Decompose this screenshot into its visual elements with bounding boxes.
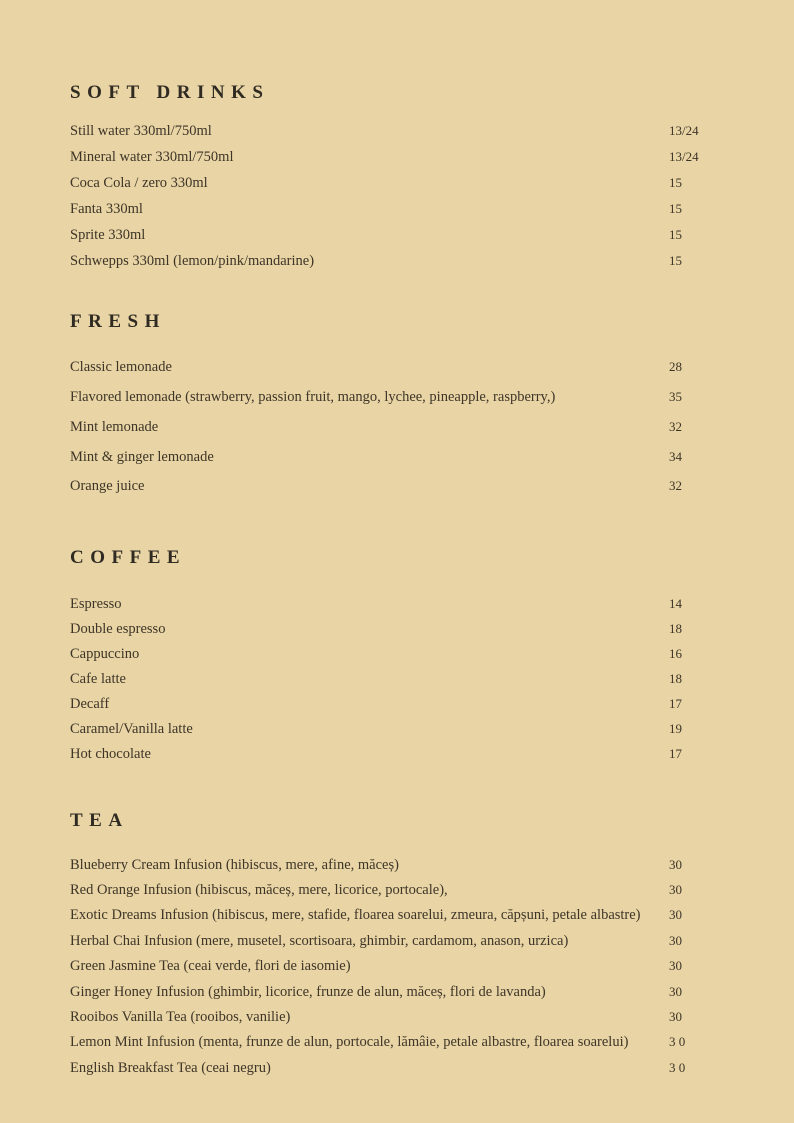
item-price: 30 bbox=[669, 907, 682, 922]
item-name: Cafe latte bbox=[70, 670, 126, 687]
menu-item bbox=[70, 668, 698, 690]
item-name: Espresso bbox=[70, 595, 122, 612]
item-price: 18 bbox=[669, 671, 682, 686]
item-price: 35 bbox=[669, 389, 682, 404]
item-name: Mint lemonade bbox=[70, 418, 159, 435]
item-price: 32 bbox=[669, 478, 682, 493]
item-price: 15 bbox=[669, 175, 682, 190]
item-name: Green Jasmine Tea (ceai verde, flori de iasomie) bbox=[70, 957, 351, 974]
item-price: 30 bbox=[669, 857, 682, 872]
item-price: 13/24 bbox=[669, 123, 699, 138]
item-price: 14 bbox=[669, 596, 682, 611]
item-name: Ginger Honey Infusion (ghimbir, licorice, frunze de alun, măceș, flori de lavanda) bbox=[70, 983, 546, 1000]
item-price: 15 bbox=[669, 227, 682, 242]
item-name: Red Orange Infusion (hibiscus, măceș, mere, licorice, portocale), bbox=[70, 881, 448, 898]
item-price: 17 bbox=[669, 746, 682, 761]
menu-item bbox=[70, 1057, 698, 1079]
item-price: 15 bbox=[669, 201, 682, 216]
item-price: 30 bbox=[669, 933, 682, 948]
item-name: Coca Cola / zero 330ml bbox=[70, 174, 208, 191]
item-name: Classic lemonade bbox=[70, 358, 172, 375]
item-price: 18 bbox=[669, 621, 682, 636]
menu-item bbox=[70, 120, 698, 142]
section-title-coffee: COFFEE bbox=[70, 547, 187, 568]
item-price: 30 bbox=[669, 958, 682, 973]
item-price: 13/24 bbox=[669, 149, 699, 164]
item-name: Sprite 330ml bbox=[70, 226, 146, 243]
item-price: 30 bbox=[669, 1009, 682, 1024]
section-title-soft-drinks: SOFT DRINKS bbox=[70, 82, 270, 103]
item-price: 17 bbox=[669, 696, 682, 711]
menu-item bbox=[70, 593, 698, 615]
item-name: Cappuccino bbox=[70, 645, 140, 662]
menu-item bbox=[70, 1006, 698, 1028]
menu-item bbox=[70, 904, 698, 926]
item-price: 16 bbox=[669, 646, 682, 661]
item-price: 3 0 bbox=[669, 1060, 686, 1075]
menu-item bbox=[70, 172, 698, 194]
item-price: 19 bbox=[669, 721, 682, 736]
menu-item bbox=[70, 743, 698, 765]
section-title-tea: TEA bbox=[70, 810, 129, 831]
item-name: Mint & ginger lemonade bbox=[70, 448, 214, 465]
menu-item bbox=[70, 618, 698, 640]
menu-item bbox=[70, 386, 698, 408]
item-price: 30 bbox=[669, 984, 682, 999]
item-name: Rooibos Vanilla Tea (rooibos, vanilie) bbox=[70, 1008, 291, 1025]
item-price: 3 0 bbox=[669, 1034, 686, 1049]
item-name: Fanta 330ml bbox=[70, 200, 143, 217]
menu-item bbox=[70, 955, 698, 977]
menu-item bbox=[70, 981, 698, 1003]
menu-item bbox=[70, 854, 698, 876]
item-name: Flavored lemonade (strawberry, passion fruit, mango, lychee, pineapple, raspberry,) bbox=[70, 388, 556, 405]
item-name: Still water 330ml/750ml bbox=[70, 122, 212, 139]
menu-item bbox=[70, 1031, 698, 1053]
item-name: Decaff bbox=[70, 695, 110, 712]
item-price: 34 bbox=[669, 449, 682, 464]
item-name: Mineral water 330ml/750ml bbox=[70, 148, 234, 165]
menu-item bbox=[70, 718, 698, 740]
item-price: 30 bbox=[669, 882, 682, 897]
menu-item bbox=[70, 446, 698, 468]
item-price: 28 bbox=[669, 359, 682, 374]
menu-item bbox=[70, 475, 698, 497]
menu-item bbox=[70, 693, 698, 715]
menu-item bbox=[70, 930, 698, 952]
menu-item bbox=[70, 879, 698, 901]
item-name: Blueberry Cream Infusion (hibiscus, mere, afine, măceș) bbox=[70, 856, 399, 873]
menu-item bbox=[70, 224, 698, 246]
item-name: Schwepps 330ml (lemon/pink/mandarine) bbox=[70, 252, 315, 269]
item-name: Lemon Mint Infusion (menta, frunze de alun, portocale, lămâie, petale albastre, floarea soarelui) bbox=[70, 1033, 629, 1050]
item-name: Herbal Chai Infusion (mere, musetel, scortisoara, ghimbir, cardamom, anason, urzica) bbox=[70, 932, 569, 949]
menu-item bbox=[70, 416, 698, 438]
menu-item bbox=[70, 250, 698, 272]
item-name: Caramel/Vanilla latte bbox=[70, 720, 193, 737]
section-title-fresh: FRESH bbox=[70, 311, 166, 332]
menu-item bbox=[70, 146, 698, 168]
menu-item bbox=[70, 198, 698, 220]
item-name: Hot chocolate bbox=[70, 745, 151, 762]
item-name: English Breakfast Tea (ceai negru) bbox=[70, 1059, 271, 1076]
item-price: 32 bbox=[669, 419, 682, 434]
item-name: Double espresso bbox=[70, 620, 166, 637]
item-price: 15 bbox=[669, 253, 682, 268]
menu-item bbox=[70, 356, 698, 378]
menu-item bbox=[70, 643, 698, 665]
item-name: Exotic Dreams Infusion (hibiscus, mere, stafide, floarea soarelui, zmeura, căpșuni, petale albastre) bbox=[70, 906, 641, 923]
item-name: Orange juice bbox=[70, 477, 145, 494]
